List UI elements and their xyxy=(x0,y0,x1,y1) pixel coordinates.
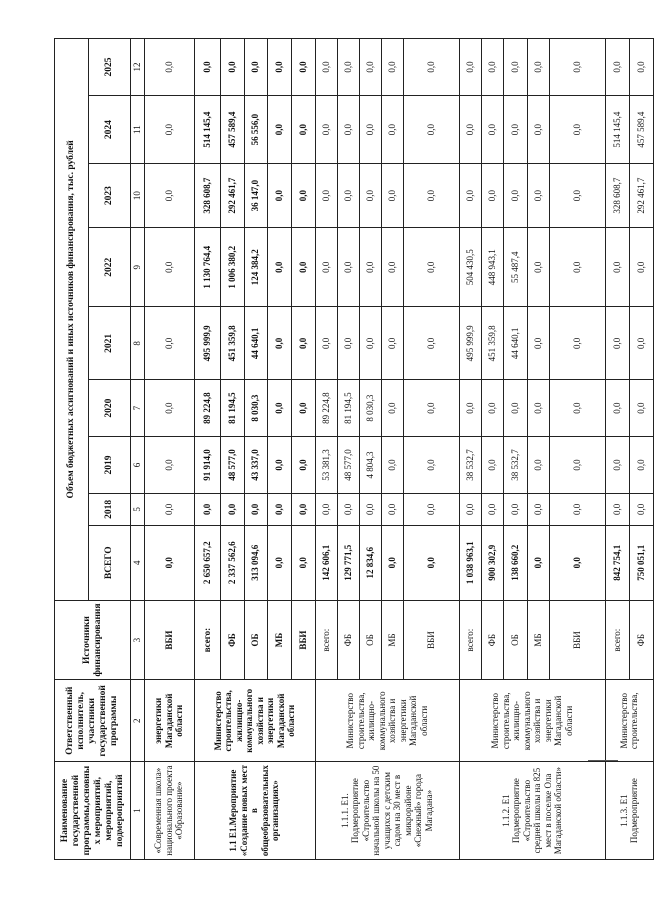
amount-cell: 495 999,9 xyxy=(194,307,220,380)
amount-cell: 0,0 xyxy=(144,96,194,164)
amount-cell: 0,0 xyxy=(381,380,403,437)
measure-name: «Современная школа» национального проекта «Образование» xyxy=(144,762,194,860)
amount-cell: 0,0 xyxy=(291,96,315,164)
amount-cell: 142 606,1 xyxy=(315,525,337,600)
amount-cell: 89 224,8 xyxy=(315,380,337,437)
year-header: 2018 xyxy=(89,493,131,525)
amount-cell: 124 384,2 xyxy=(244,227,267,307)
amount-cell: 457 589,4 xyxy=(629,96,653,164)
amount-cell: 0,0 xyxy=(459,493,481,525)
column-number: 9 xyxy=(131,227,145,307)
amount-cell: 0,0 xyxy=(481,96,503,164)
amount-cell: 0,0 xyxy=(527,307,549,380)
column-number: 12 xyxy=(131,39,145,96)
amount-cell: 0,0 xyxy=(144,164,194,228)
year-header: 2020 xyxy=(89,380,131,437)
amount-cell: 0,0 xyxy=(503,164,527,228)
column-header-name: Наименование государственной программы,основных мероприятий, мероприятий, подмероприятий xyxy=(55,762,131,860)
table-row xyxy=(144,39,194,860)
column-number: 6 xyxy=(131,437,145,494)
measure-name: 1.1 Е1.Мероприятие «Создание новых мест в общеобразовательных организациях» xyxy=(194,762,315,860)
amount-cell: 0,0 xyxy=(381,39,403,96)
measure-name: 1.1.1. Е1. Подмероприятие «Строительство начальной школы на 50 учащихся с детским садом на 30 мест в микрорайоне «Снежный» города Магадана» xyxy=(315,762,459,860)
amount-cell: 0,0 xyxy=(359,227,381,307)
year-header: ВСЕГО xyxy=(89,525,131,600)
funding-source: ВБИ xyxy=(144,600,194,680)
amount-cell: 89 224,8 xyxy=(194,380,220,437)
amount-cell: 38 532,7 xyxy=(459,437,481,494)
amount-cell: 313 094,6 xyxy=(244,525,267,600)
amount-cell: 0,0 xyxy=(381,227,403,307)
amount-cell: 0,0 xyxy=(381,307,403,380)
amount-cell: 0,0 xyxy=(549,437,605,494)
amount-cell: 0,0 xyxy=(629,380,653,437)
amount-cell: 0,0 xyxy=(403,39,459,96)
column-number-row xyxy=(131,39,145,860)
amount-cell: 55 487,4 xyxy=(503,227,527,307)
year-header: 2022 xyxy=(89,227,131,307)
amount-cell: 0,0 xyxy=(337,227,359,307)
amount-cell: 0,0 xyxy=(527,437,549,494)
amount-cell: 0,0 xyxy=(267,380,291,437)
amount-cell: 0,0 xyxy=(459,164,481,228)
amount-cell: 0,0 xyxy=(291,437,315,494)
amount-cell: 0,0 xyxy=(144,39,194,96)
amount-cell: 0,0 xyxy=(459,380,481,437)
amount-cell: 0,0 xyxy=(291,380,315,437)
funding-source: ОБ xyxy=(359,600,381,680)
amount-cell: 91 914,0 xyxy=(194,437,220,494)
table-row xyxy=(315,39,337,860)
amount-cell: 0,0 xyxy=(605,437,629,494)
amount-cell: 0,0 xyxy=(503,39,527,96)
amount-cell: 0,0 xyxy=(337,164,359,228)
margin-mark xyxy=(588,760,618,761)
amount-cell: 48 577,0 xyxy=(337,437,359,494)
amount-cell: 0,0 xyxy=(244,39,267,96)
amount-cell: 0,0 xyxy=(337,307,359,380)
amount-cell: 0,0 xyxy=(144,380,194,437)
responsible-executor: энергетики Магаданской области xyxy=(144,680,194,762)
amount-cell: 504 430,5 xyxy=(459,227,481,307)
table-row xyxy=(605,39,629,860)
amount-cell: 0,0 xyxy=(267,437,291,494)
funding-source: ВБИ xyxy=(291,600,315,680)
amount-cell: 0,0 xyxy=(459,96,481,164)
amount-cell: 0,0 xyxy=(605,227,629,307)
amount-cell: 0,0 xyxy=(481,380,503,437)
amount-cell: 0,0 xyxy=(403,227,459,307)
funding-source: МБ xyxy=(527,600,549,680)
year-header: 2024 xyxy=(89,96,131,164)
table-row xyxy=(194,39,220,860)
amount-cell: 1 130 764,4 xyxy=(194,227,220,307)
amount-cell: 0,0 xyxy=(481,164,503,228)
amount-cell: 0,0 xyxy=(291,39,315,96)
amount-cell: 0,0 xyxy=(144,307,194,380)
amount-cell: 0,0 xyxy=(629,227,653,307)
funding-source: ОБ xyxy=(503,600,527,680)
amount-cell: 0,0 xyxy=(549,227,605,307)
column-number: 4 xyxy=(131,525,145,600)
amount-cell: 0,0 xyxy=(267,525,291,600)
column-header-responsible: Ответственный исполнитель, участники государственной программы xyxy=(55,680,131,762)
funding-source: ФБ xyxy=(481,600,503,680)
amount-cell: 0,0 xyxy=(381,493,403,525)
amount-cell: 43 337,0 xyxy=(244,437,267,494)
amount-cell: 0,0 xyxy=(527,96,549,164)
column-number: 5 xyxy=(131,493,145,525)
amount-cell: 0,0 xyxy=(381,525,403,600)
amount-cell: 328 608,7 xyxy=(605,164,629,228)
amount-cell: 0,0 xyxy=(381,96,403,164)
amount-cell: 328 608,7 xyxy=(194,164,220,228)
amount-cell: 0,0 xyxy=(267,227,291,307)
amount-cell: 0,0 xyxy=(403,493,459,525)
funding-source: ВБИ xyxy=(403,600,459,680)
funding-table xyxy=(54,38,654,860)
amount-cell: 0,0 xyxy=(481,493,503,525)
amount-cell: 12 834,6 xyxy=(359,525,381,600)
amount-cell: 53 381,3 xyxy=(315,437,337,494)
amount-cell: 1 006 380,2 xyxy=(220,227,244,307)
amount-cell: 900 302,9 xyxy=(481,525,503,600)
amount-cell: 0,0 xyxy=(315,164,337,228)
amount-cell: 0,0 xyxy=(291,525,315,600)
amount-cell: 0,0 xyxy=(527,39,549,96)
amount-cell: 0,0 xyxy=(527,227,549,307)
column-number: 7 xyxy=(131,380,145,437)
amount-cell: 0,0 xyxy=(194,493,220,525)
year-header: 2019 xyxy=(89,437,131,494)
amount-cell: 0,0 xyxy=(503,493,527,525)
amount-cell: 0,0 xyxy=(291,307,315,380)
amount-cell: 0,0 xyxy=(267,164,291,228)
column-number: 2 xyxy=(131,680,145,762)
amount-cell: 514 145,4 xyxy=(605,96,629,164)
column-number: 10 xyxy=(131,164,145,228)
amount-cell: 0,0 xyxy=(549,307,605,380)
amount-cell: 56 556,0 xyxy=(244,96,267,164)
amount-cell: 1 038 963,1 xyxy=(459,525,481,600)
amount-cell: 0,0 xyxy=(267,493,291,525)
column-number: 1 xyxy=(131,762,145,860)
funding-source: ФБ xyxy=(337,600,359,680)
funding-source: всего: xyxy=(194,600,220,680)
amount-cell: 48 577,0 xyxy=(220,437,244,494)
amount-cell: 0,0 xyxy=(527,493,549,525)
amount-cell: 0,0 xyxy=(549,39,605,96)
amount-cell: 0,0 xyxy=(144,227,194,307)
funding-source: ФБ xyxy=(220,600,244,680)
amount-cell: 2 650 657,2 xyxy=(194,525,220,600)
funding-source: ФБ xyxy=(629,600,653,680)
header-row xyxy=(55,39,89,860)
amount-cell: 0,0 xyxy=(359,96,381,164)
column-header-source: Источники финансирования xyxy=(55,600,131,680)
amount-cell: 0,0 xyxy=(144,525,194,600)
amount-cell: 38 532,7 xyxy=(503,437,527,494)
responsible-executor: Министерство строительства, жилищно-коммунального хозяйства и энергетики Магаданской области xyxy=(194,680,315,762)
amount-cell: 0,0 xyxy=(549,96,605,164)
amount-cell: 0,0 xyxy=(337,493,359,525)
funding-source: всего: xyxy=(315,600,337,680)
amount-cell: 0,0 xyxy=(403,307,459,380)
year-header: 2025 xyxy=(89,39,131,96)
amount-cell: 0,0 xyxy=(220,39,244,96)
amount-cell: 514 145,4 xyxy=(194,96,220,164)
amount-cell: 0,0 xyxy=(527,525,549,600)
amount-cell: 0,0 xyxy=(359,493,381,525)
amount-cell: 0,0 xyxy=(359,307,381,380)
amount-cell: 495 999,9 xyxy=(459,307,481,380)
amount-cell: 0,0 xyxy=(315,39,337,96)
amount-cell: 0,0 xyxy=(337,96,359,164)
amount-cell: 0,0 xyxy=(629,437,653,494)
amount-cell: 0,0 xyxy=(605,39,629,96)
amount-cell: 0,0 xyxy=(605,380,629,437)
amount-cell: 129 771,5 xyxy=(337,525,359,600)
year-header: 2023 xyxy=(89,164,131,228)
measure-name: 1.1.3. Е1 Подмероприятие xyxy=(605,762,653,860)
column-header-funding: Объем бюджетных ассигнований и иных источников финансирования, тыс. рублей xyxy=(55,39,89,601)
amount-cell: 0,0 xyxy=(144,493,194,525)
amount-cell: 0,0 xyxy=(403,164,459,228)
amount-cell: 2 337 562,6 xyxy=(220,525,244,600)
year-header: 2021 xyxy=(89,307,131,380)
amount-cell: 44 640,1 xyxy=(244,307,267,380)
measure-name: 1.1.2. Е1 Подмероприятие «Строительство средней школы на 825 мест в поселке Ола Магаданской области» xyxy=(459,762,605,860)
amount-cell: 750 051,1 xyxy=(629,525,653,600)
funding-source: МБ xyxy=(267,600,291,680)
amount-cell: 8 030,3 xyxy=(359,380,381,437)
table-row xyxy=(459,39,481,860)
amount-cell: 0,0 xyxy=(605,493,629,525)
amount-cell: 0,0 xyxy=(315,96,337,164)
column-number: 3 xyxy=(131,600,145,680)
amount-cell: 448 943,1 xyxy=(481,227,503,307)
amount-cell: 451 359,8 xyxy=(220,307,244,380)
amount-cell: 0,0 xyxy=(359,39,381,96)
amount-cell: 44 640,1 xyxy=(503,307,527,380)
amount-cell: 0,0 xyxy=(381,437,403,494)
amount-cell: 138 660,2 xyxy=(503,525,527,600)
amount-cell: 0,0 xyxy=(267,96,291,164)
amount-cell: 0,0 xyxy=(220,493,244,525)
rotated-page xyxy=(54,38,646,860)
amount-cell: 0,0 xyxy=(267,39,291,96)
column-number: 8 xyxy=(131,307,145,380)
amount-cell: 0,0 xyxy=(291,227,315,307)
amount-cell: 0,0 xyxy=(244,493,267,525)
amount-cell: 0,0 xyxy=(527,164,549,228)
amount-cell: 0,0 xyxy=(503,380,527,437)
amount-cell: 0,0 xyxy=(549,164,605,228)
funding-source: ВБИ xyxy=(549,600,605,680)
amount-cell: 0,0 xyxy=(503,96,527,164)
amount-cell: 0,0 xyxy=(337,39,359,96)
amount-cell: 0,0 xyxy=(403,437,459,494)
amount-cell: 0,0 xyxy=(403,380,459,437)
amount-cell: 0,0 xyxy=(194,39,220,96)
amount-cell: 0,0 xyxy=(315,307,337,380)
amount-cell: 0,0 xyxy=(549,493,605,525)
responsible-executor: Министерство строительства, жилищно-коммунального хозяйства и энергетики Магаданской области xyxy=(315,680,459,762)
amount-cell: 36 147,0 xyxy=(244,164,267,228)
amount-cell: 457 589,4 xyxy=(220,96,244,164)
funding-source: МБ xyxy=(381,600,403,680)
amount-cell: 0,0 xyxy=(315,493,337,525)
amount-cell: 81 194,5 xyxy=(337,380,359,437)
column-number: 11 xyxy=(131,96,145,164)
amount-cell: 0,0 xyxy=(629,493,653,525)
amount-cell: 8 030,3 xyxy=(244,380,267,437)
amount-cell: 0,0 xyxy=(267,307,291,380)
amount-cell: 0,0 xyxy=(144,437,194,494)
amount-cell: 0,0 xyxy=(481,437,503,494)
amount-cell: 451 359,8 xyxy=(481,307,503,380)
amount-cell: 0,0 xyxy=(527,380,549,437)
amount-cell: 0,0 xyxy=(403,525,459,600)
amount-cell: 0,0 xyxy=(629,307,653,380)
amount-cell: 842 754,1 xyxy=(605,525,629,600)
amount-cell: 0,0 xyxy=(549,525,605,600)
responsible-executor: Министерство строительства, xyxy=(605,680,653,762)
amount-cell: 0,0 xyxy=(481,39,503,96)
amount-cell: 0,0 xyxy=(605,307,629,380)
funding-source: всего: xyxy=(459,600,481,680)
amount-cell: 0,0 xyxy=(549,380,605,437)
amount-cell: 292 461,7 xyxy=(220,164,244,228)
amount-cell: 0,0 xyxy=(459,39,481,96)
funding-source: ОБ xyxy=(244,600,267,680)
amount-cell: 292 461,7 xyxy=(629,164,653,228)
amount-cell: 0,0 xyxy=(629,39,653,96)
responsible-executor: Министерство строительства, жилищно-коммунального хозяйства и энергетики Магаданской области xyxy=(459,680,605,762)
amount-cell: 0,0 xyxy=(403,96,459,164)
amount-cell: 0,0 xyxy=(359,164,381,228)
amount-cell: 0,0 xyxy=(291,164,315,228)
amount-cell: 0,0 xyxy=(291,493,315,525)
amount-cell: 0,0 xyxy=(381,164,403,228)
amount-cell: 0,0 xyxy=(315,227,337,307)
funding-source: всего: xyxy=(605,600,629,680)
amount-cell: 4 804,3 xyxy=(359,437,381,494)
amount-cell: 81 194,5 xyxy=(220,380,244,437)
